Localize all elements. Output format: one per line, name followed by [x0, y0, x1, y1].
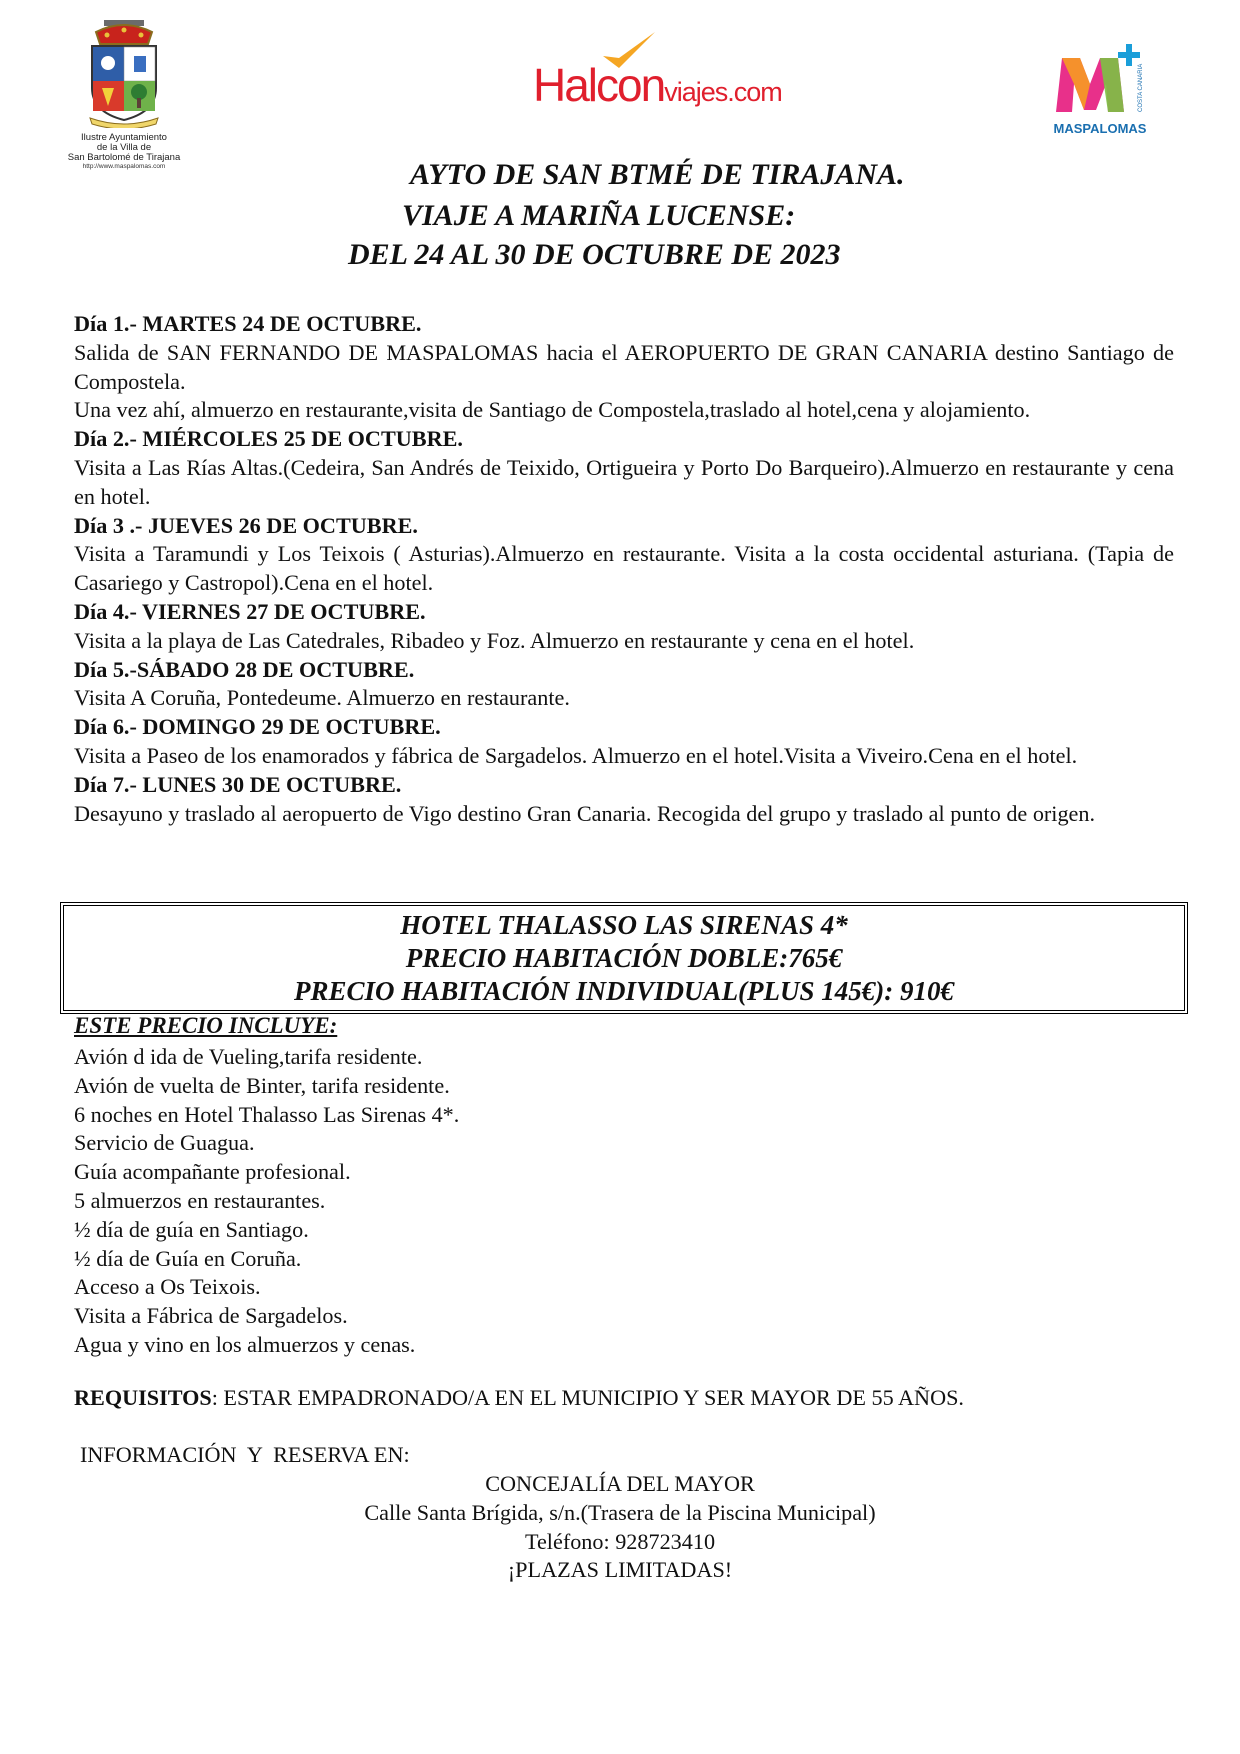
includes-item: Guía acompañante profesional. — [74, 1159, 351, 1185]
halcon-suffix: viajes.com — [664, 77, 782, 107]
day-2-text: Visita a Las Rías Altas.(Cedeira, San Andrés de Teixido, Ortigueira y Porto Do Barqueiro).Almuerzo en restaurante y cena en hotel. — [74, 454, 1174, 509]
includes-item: 6 noches en Hotel Thalasso Las Sirenas 4*. — [74, 1101, 460, 1127]
crest-shield-icon — [82, 18, 166, 128]
includes-item: Visita a Fábrica de Sargadelos. — [74, 1303, 348, 1329]
limited-places-notice: ¡PLAZAS LIMITADAS! — [507, 1557, 733, 1583]
crest-caption-line-2: de la Villa de — [96, 142, 152, 153]
title-line-3: DEL 24 AL 30 DE OCTUBRE DE 2023 — [348, 238, 841, 271]
includes-list — [74, 1043, 459, 1360]
office-name: CONCEJALÍA DEL MAYOR — [485, 1471, 755, 1496]
day-5-heading: Día 5.-SÁBADO 28 DE OCTUBRE. — [74, 656, 415, 682]
contact-block — [0, 1470, 1240, 1585]
office-address: Calle Santa Brígida, s/n.(Trasera de la Piscina Municipal) — [364, 1499, 876, 1525]
includes-title: ESTE PRECIO INCLUYE: — [74, 1013, 338, 1038]
info-heading: INFORMACIÓN Y RESERVA EN: — [80, 1442, 410, 1467]
day-1-text: Salida de SAN FERNANDO DE MASPALOMAS hacia el AEROPUERTO DE GRAN CANARIA destino Santiago de Compostela. — [74, 339, 1174, 394]
day-3-heading: Día 3 .- JUEVES 26 DE OCTUBRE. — [74, 512, 418, 538]
title-line-1: AYTO DE SAN BTMÉ DE TIRAJANA. — [410, 158, 905, 191]
halcon-brand-text — [533, 58, 782, 112]
requirements-label: REQUISITOS — [74, 1385, 212, 1410]
halcon-viajes-logo — [533, 30, 782, 120]
includes-item: Avión de vuelta de Binter, tarifa residente. — [74, 1072, 450, 1098]
price-single-room: PRECIO HABITACIÓN INDIVIDUAL(PLUS 145€): 910€ — [293, 976, 955, 1006]
day-1-heading: Día 1.- MARTES 24 DE OCTUBRE. — [74, 311, 422, 336]
crest-caption-line-3: San Bartolomé de Tirajana — [67, 152, 181, 163]
requirements — [74, 1385, 964, 1411]
day-5-text: Visita A Coruña, Pontedeume. Almuerzo en restaurante. — [74, 685, 570, 711]
maspalomas-logo — [1044, 40, 1156, 140]
maspalomas-vertical-text: COSTA CANARIA — [1138, 63, 1144, 112]
includes-item: Servicio de Guagua. — [74, 1130, 255, 1156]
maspalomas-m-icon — [1050, 40, 1150, 116]
maspalomas-label: MASPALOMAS — [1053, 121, 1147, 136]
day-7-text: Desayuno y traslado al aeropuerto de Vigo destino Gran Canaria. Recogida del grupo y traslado al punto de origen. — [74, 800, 1096, 826]
requirements-text: : ESTAR EMPADRONADO/A EN EL MUNICIPIO Y SER MAYOR DE 55 AÑOS. — [211, 1385, 964, 1410]
day-1-text-2: Una vez ahí, almuerzo en restaurante,visita de Santiago de Compostela,traslado al hotel,cena y alojamiento. — [74, 397, 1031, 423]
day-4-text: Visita a la playa de Las Catedrales, Ribadeo y Foz. Almuerzo en restaurante y cena en el hotel. — [74, 627, 915, 653]
day-4-heading: Día 4.- VIERNES 27 DE OCTUBRE. — [74, 598, 426, 624]
price-double-room: PRECIO HABITACIÓN DOBLE:765€ — [405, 943, 843, 973]
includes-item: Avión d ida de Vueling,tarifa residente. — [74, 1044, 423, 1069]
title-line-2: VIAJE A MARIÑA LUCENSE: — [402, 199, 796, 232]
day-3-text: Visita a Taramundi y Los Teixois ( Asturias).Almuerzo en restaurante. Visita a la costa occidental asturiana. (Tapia de Casariego y Castropol).Cena en el hotel. — [74, 541, 1174, 596]
crest-caption-line-1: Ilustre Ayuntamiento — [81, 132, 167, 143]
crest-url: http://www.maspalomas.com — [82, 163, 166, 170]
hotel-name: HOTEL THALASSO LAS SIRENAS 4* — [400, 910, 848, 940]
day-6-text: Visita a Paseo de los enamorados y fábrica de Sargadelos. Almuerzo en el hotel.Visita a Viveiro.Cena en el hotel. — [74, 742, 1078, 768]
town-crest-logo — [40, 18, 208, 168]
office-phone: Teléfono: 928723410 — [524, 1528, 716, 1554]
halcon-brand: Halcon — [533, 59, 665, 111]
includes-item: Acceso a Os Teixois. — [74, 1274, 261, 1300]
day-2-heading: Día 2.- MIÉRCOLES 25 DE OCTUBRE. — [74, 426, 463, 452]
includes-item: 5 almuerzos en restaurantes. — [74, 1187, 326, 1213]
includes-item: ½ día de Guía en Coruña. — [74, 1245, 302, 1271]
day-7-heading: Día 7.- LUNES 30 DE OCTUBRE. — [74, 771, 402, 797]
itinerary — [74, 310, 1174, 828]
hotel-price-box — [63, 905, 1185, 1011]
day-6-heading: Día 6.- DOMINGO 29 DE OCTUBRE. — [74, 714, 441, 740]
includes-item: ½ día de guía en Santiago. — [74, 1216, 309, 1242]
includes-item: Agua y vino en los almuerzos y cenas. — [74, 1331, 416, 1357]
